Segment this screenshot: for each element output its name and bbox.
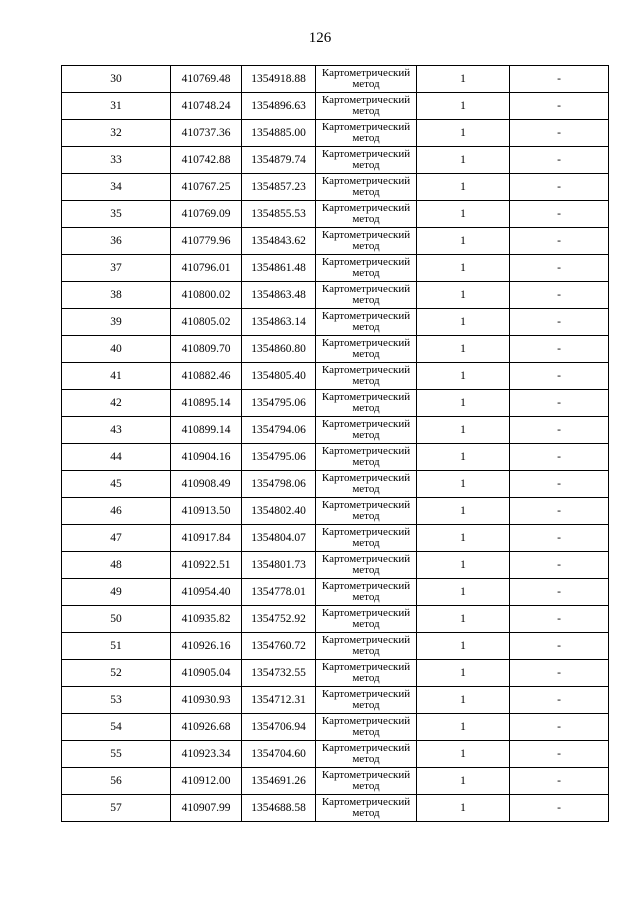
point-number-cell: 31 — [62, 93, 171, 120]
point-number-cell: 55 — [62, 741, 171, 768]
table-row — [62, 120, 609, 147]
method-cell — [316, 363, 417, 390]
method-cell — [316, 174, 417, 201]
table-row — [62, 174, 609, 201]
accuracy-cell: 1 — [417, 687, 510, 714]
accuracy-cell: 1 — [417, 174, 510, 201]
point-number-cell: 36 — [62, 228, 171, 255]
method-line-2: метод — [352, 510, 380, 522]
method-line-1: Картометрический — [321, 229, 411, 241]
method-line-1: Картометрический — [321, 175, 411, 187]
method-line-2: метод — [352, 267, 380, 279]
method-line-2: метод — [352, 591, 380, 603]
point-number-cell: 37 — [62, 255, 171, 282]
y-coordinate-cell: 1354798.06 — [242, 471, 316, 498]
y-coordinate-cell: 1354795.06 — [242, 444, 316, 471]
accuracy-cell: 1 — [417, 66, 510, 93]
note-cell: - — [510, 633, 609, 660]
point-number-cell: 51 — [62, 633, 171, 660]
point-number-cell: 56 — [62, 768, 171, 795]
x-coordinate-cell: 410926.16 — [171, 633, 242, 660]
x-coordinate-cell: 410917.84 — [171, 525, 242, 552]
y-coordinate-cell: 1354802.40 — [242, 498, 316, 525]
accuracy-cell: 1 — [417, 525, 510, 552]
accuracy-cell: 1 — [417, 444, 510, 471]
y-coordinate-cell: 1354706.94 — [242, 714, 316, 741]
point-number-cell: 43 — [62, 417, 171, 444]
method-line-1: Картометрический — [321, 121, 411, 133]
accuracy-cell: 1 — [417, 309, 510, 336]
point-number-cell: 42 — [62, 390, 171, 417]
accuracy-cell: 1 — [417, 228, 510, 255]
method-line-1: Картометрический — [321, 661, 411, 673]
x-coordinate-cell: 410907.99 — [171, 795, 242, 822]
method-line-1: Картометрический — [321, 364, 411, 376]
accuracy-cell: 1 — [417, 93, 510, 120]
x-coordinate-cell: 410769.48 — [171, 66, 242, 93]
point-number-cell: 34 — [62, 174, 171, 201]
method-line-2: метод — [352, 429, 380, 441]
x-coordinate-cell: 410796.01 — [171, 255, 242, 282]
accuracy-cell: 1 — [417, 795, 510, 822]
x-coordinate-cell: 410930.93 — [171, 687, 242, 714]
x-coordinate-cell: 410737.36 — [171, 120, 242, 147]
y-coordinate-cell: 1354860.80 — [242, 336, 316, 363]
method-line-1: Картометрический — [321, 94, 411, 106]
table-row — [62, 336, 609, 363]
point-number-cell: 53 — [62, 687, 171, 714]
x-coordinate-cell: 410899.14 — [171, 417, 242, 444]
table-row — [62, 93, 609, 120]
x-coordinate-cell: 410912.00 — [171, 768, 242, 795]
accuracy-cell: 1 — [417, 336, 510, 363]
method-line-2: метод — [352, 294, 380, 306]
y-coordinate-cell: 1354795.06 — [242, 390, 316, 417]
y-coordinate-cell: 1354863.14 — [242, 309, 316, 336]
accuracy-cell: 1 — [417, 741, 510, 768]
point-number-cell: 39 — [62, 309, 171, 336]
method-line-1: Картометрический — [321, 607, 411, 619]
point-number-cell: 45 — [62, 471, 171, 498]
method-line-2: метод — [352, 564, 380, 576]
method-cell — [316, 417, 417, 444]
point-number-cell: 38 — [62, 282, 171, 309]
method-cell — [316, 120, 417, 147]
table-row — [62, 417, 609, 444]
point-number-cell: 35 — [62, 201, 171, 228]
method-cell — [316, 93, 417, 120]
method-cell — [316, 282, 417, 309]
x-coordinate-cell: 410742.88 — [171, 147, 242, 174]
table-row — [62, 147, 609, 174]
note-cell: - — [510, 741, 609, 768]
method-line-1: Картометрический — [321, 553, 411, 565]
note-cell: - — [510, 336, 609, 363]
method-line-2: метод — [352, 213, 380, 225]
y-coordinate-cell: 1354857.23 — [242, 174, 316, 201]
point-number-cell: 33 — [62, 147, 171, 174]
method-line-1: Картометрический — [321, 256, 411, 268]
note-cell: - — [510, 390, 609, 417]
table-row — [62, 471, 609, 498]
table-row — [62, 714, 609, 741]
method-cell — [316, 660, 417, 687]
y-coordinate-cell: 1354794.06 — [242, 417, 316, 444]
x-coordinate-cell: 410926.68 — [171, 714, 242, 741]
method-cell — [316, 687, 417, 714]
x-coordinate-cell: 410913.50 — [171, 498, 242, 525]
method-line-2: метод — [352, 807, 380, 819]
accuracy-cell: 1 — [417, 552, 510, 579]
method-cell — [316, 390, 417, 417]
method-line-1: Картометрический — [321, 742, 411, 754]
method-cell — [316, 741, 417, 768]
point-number-cell: 44 — [62, 444, 171, 471]
method-cell — [316, 444, 417, 471]
note-cell: - — [510, 417, 609, 444]
method-cell — [316, 714, 417, 741]
method-line-1: Картометрический — [321, 580, 411, 592]
method-line-2: метод — [352, 780, 380, 792]
accuracy-cell: 1 — [417, 633, 510, 660]
accuracy-cell: 1 — [417, 417, 510, 444]
y-coordinate-cell: 1354885.00 — [242, 120, 316, 147]
accuracy-cell: 1 — [417, 390, 510, 417]
method-line-2: метод — [352, 321, 380, 333]
method-line-2: метод — [352, 483, 380, 495]
method-line-1: Картометрический — [321, 391, 411, 403]
method-line-2: метод — [352, 375, 380, 387]
y-coordinate-cell: 1354691.26 — [242, 768, 316, 795]
point-number-cell: 50 — [62, 606, 171, 633]
note-cell: - — [510, 147, 609, 174]
point-number-cell: 48 — [62, 552, 171, 579]
table-row — [62, 282, 609, 309]
method-line-1: Картометрический — [321, 472, 411, 484]
method-cell — [316, 336, 417, 363]
coordinates-table — [61, 65, 609, 822]
accuracy-cell: 1 — [417, 768, 510, 795]
table-row — [62, 525, 609, 552]
method-line-2: метод — [352, 159, 380, 171]
accuracy-cell: 1 — [417, 498, 510, 525]
note-cell: - — [510, 579, 609, 606]
point-number-cell: 47 — [62, 525, 171, 552]
method-line-2: метод — [352, 753, 380, 765]
note-cell: - — [510, 66, 609, 93]
method-cell — [316, 525, 417, 552]
accuracy-cell: 1 — [417, 120, 510, 147]
point-number-cell: 54 — [62, 714, 171, 741]
note-cell: - — [510, 174, 609, 201]
method-cell — [316, 66, 417, 93]
x-coordinate-cell: 410779.96 — [171, 228, 242, 255]
method-line-2: метод — [352, 537, 380, 549]
point-number-cell: 40 — [62, 336, 171, 363]
x-coordinate-cell: 410748.24 — [171, 93, 242, 120]
table-row — [62, 228, 609, 255]
method-cell — [316, 768, 417, 795]
method-line-2: метод — [352, 240, 380, 252]
method-line-2: метод — [352, 78, 380, 90]
method-line-2: метод — [352, 105, 380, 117]
y-coordinate-cell: 1354896.63 — [242, 93, 316, 120]
y-coordinate-cell: 1354778.01 — [242, 579, 316, 606]
x-coordinate-cell: 410935.82 — [171, 606, 242, 633]
table-row — [62, 444, 609, 471]
method-cell — [316, 579, 417, 606]
method-line-1: Картометрический — [321, 67, 411, 79]
x-coordinate-cell: 410809.70 — [171, 336, 242, 363]
table-row — [62, 66, 609, 93]
method-line-1: Картометрический — [321, 202, 411, 214]
table-row — [62, 606, 609, 633]
point-number-cell: 46 — [62, 498, 171, 525]
note-cell: - — [510, 228, 609, 255]
accuracy-cell: 1 — [417, 660, 510, 687]
note-cell: - — [510, 120, 609, 147]
x-coordinate-cell: 410908.49 — [171, 471, 242, 498]
x-coordinate-cell: 410769.09 — [171, 201, 242, 228]
table-row — [62, 633, 609, 660]
accuracy-cell: 1 — [417, 255, 510, 282]
method-cell — [316, 471, 417, 498]
accuracy-cell: 1 — [417, 579, 510, 606]
method-line-2: метод — [352, 645, 380, 657]
y-coordinate-cell: 1354688.58 — [242, 795, 316, 822]
table-row — [62, 660, 609, 687]
y-coordinate-cell: 1354704.60 — [242, 741, 316, 768]
x-coordinate-cell: 410922.51 — [171, 552, 242, 579]
method-line-1: Картометрический — [321, 796, 411, 808]
method-line-1: Картометрический — [321, 688, 411, 700]
table-row — [62, 768, 609, 795]
method-line-2: метод — [352, 699, 380, 711]
note-cell: - — [510, 525, 609, 552]
note-cell: - — [510, 363, 609, 390]
table-row — [62, 309, 609, 336]
point-number-cell: 52 — [62, 660, 171, 687]
point-number-cell: 32 — [62, 120, 171, 147]
method-line-1: Картометрический — [321, 769, 411, 781]
note-cell: - — [510, 714, 609, 741]
table-row — [62, 255, 609, 282]
x-coordinate-cell: 410882.46 — [171, 363, 242, 390]
note-cell: - — [510, 795, 609, 822]
y-coordinate-cell: 1354712.31 — [242, 687, 316, 714]
note-cell: - — [510, 552, 609, 579]
note-cell: - — [510, 471, 609, 498]
x-coordinate-cell: 410805.02 — [171, 309, 242, 336]
method-line-1: Картометрический — [321, 499, 411, 511]
point-number-cell: 30 — [62, 66, 171, 93]
note-cell: - — [510, 201, 609, 228]
method-line-1: Картометрический — [321, 445, 411, 457]
note-cell: - — [510, 498, 609, 525]
note-cell: - — [510, 309, 609, 336]
method-line-2: метод — [352, 402, 380, 414]
note-cell: - — [510, 282, 609, 309]
method-cell — [316, 795, 417, 822]
y-coordinate-cell: 1354879.74 — [242, 147, 316, 174]
table-row — [62, 498, 609, 525]
method-cell — [316, 309, 417, 336]
table-row — [62, 795, 609, 822]
method-line-1: Картометрический — [321, 715, 411, 727]
y-coordinate-cell: 1354804.07 — [242, 525, 316, 552]
method-cell — [316, 228, 417, 255]
method-cell — [316, 201, 417, 228]
table-row — [62, 363, 609, 390]
method-cell — [316, 606, 417, 633]
method-line-1: Картометрический — [321, 148, 411, 160]
method-line-1: Картометрический — [321, 283, 411, 295]
note-cell: - — [510, 687, 609, 714]
method-cell — [316, 552, 417, 579]
method-line-1: Картометрический — [321, 418, 411, 430]
x-coordinate-cell: 410923.34 — [171, 741, 242, 768]
table-row — [62, 741, 609, 768]
x-coordinate-cell: 410905.04 — [171, 660, 242, 687]
point-number-cell: 57 — [62, 795, 171, 822]
method-line-2: метод — [352, 456, 380, 468]
method-line-2: метод — [352, 726, 380, 738]
method-cell — [316, 633, 417, 660]
coordinates-table-body — [62, 66, 609, 822]
method-line-1: Картометрический — [321, 310, 411, 322]
note-cell: - — [510, 255, 609, 282]
accuracy-cell: 1 — [417, 714, 510, 741]
method-line-1: Картометрический — [321, 634, 411, 646]
method-line-1: Картометрический — [321, 337, 411, 349]
table-row — [62, 579, 609, 606]
note-cell: - — [510, 93, 609, 120]
point-number-cell: 49 — [62, 579, 171, 606]
accuracy-cell: 1 — [417, 363, 510, 390]
method-line-1: Картометрический — [321, 526, 411, 538]
y-coordinate-cell: 1354855.53 — [242, 201, 316, 228]
method-line-2: метод — [352, 348, 380, 360]
y-coordinate-cell: 1354732.55 — [242, 660, 316, 687]
note-cell: - — [510, 660, 609, 687]
method-cell — [316, 255, 417, 282]
page-number: 126 — [308, 30, 332, 46]
accuracy-cell: 1 — [417, 201, 510, 228]
x-coordinate-cell: 410895.14 — [171, 390, 242, 417]
method-cell — [316, 498, 417, 525]
point-number-cell: 41 — [62, 363, 171, 390]
y-coordinate-cell: 1354861.48 — [242, 255, 316, 282]
method-cell — [316, 147, 417, 174]
table-row — [62, 390, 609, 417]
x-coordinate-cell: 410767.25 — [171, 174, 242, 201]
y-coordinate-cell: 1354918.88 — [242, 66, 316, 93]
note-cell: - — [510, 444, 609, 471]
y-coordinate-cell: 1354863.48 — [242, 282, 316, 309]
accuracy-cell: 1 — [417, 471, 510, 498]
accuracy-cell: 1 — [417, 606, 510, 633]
method-line-2: метод — [352, 618, 380, 630]
method-line-2: метод — [352, 186, 380, 198]
table-row — [62, 552, 609, 579]
x-coordinate-cell: 410954.40 — [171, 579, 242, 606]
note-cell: - — [510, 606, 609, 633]
y-coordinate-cell: 1354752.92 — [242, 606, 316, 633]
method-line-2: метод — [352, 672, 380, 684]
x-coordinate-cell: 410800.02 — [171, 282, 242, 309]
x-coordinate-cell: 410904.16 — [171, 444, 242, 471]
note-cell: - — [510, 768, 609, 795]
accuracy-cell: 1 — [417, 282, 510, 309]
y-coordinate-cell: 1354843.62 — [242, 228, 316, 255]
y-coordinate-cell: 1354801.73 — [242, 552, 316, 579]
y-coordinate-cell: 1354805.40 — [242, 363, 316, 390]
y-coordinate-cell: 1354760.72 — [242, 633, 316, 660]
accuracy-cell: 1 — [417, 147, 510, 174]
method-line-2: метод — [352, 132, 380, 144]
table-row — [62, 201, 609, 228]
table-row — [62, 687, 609, 714]
